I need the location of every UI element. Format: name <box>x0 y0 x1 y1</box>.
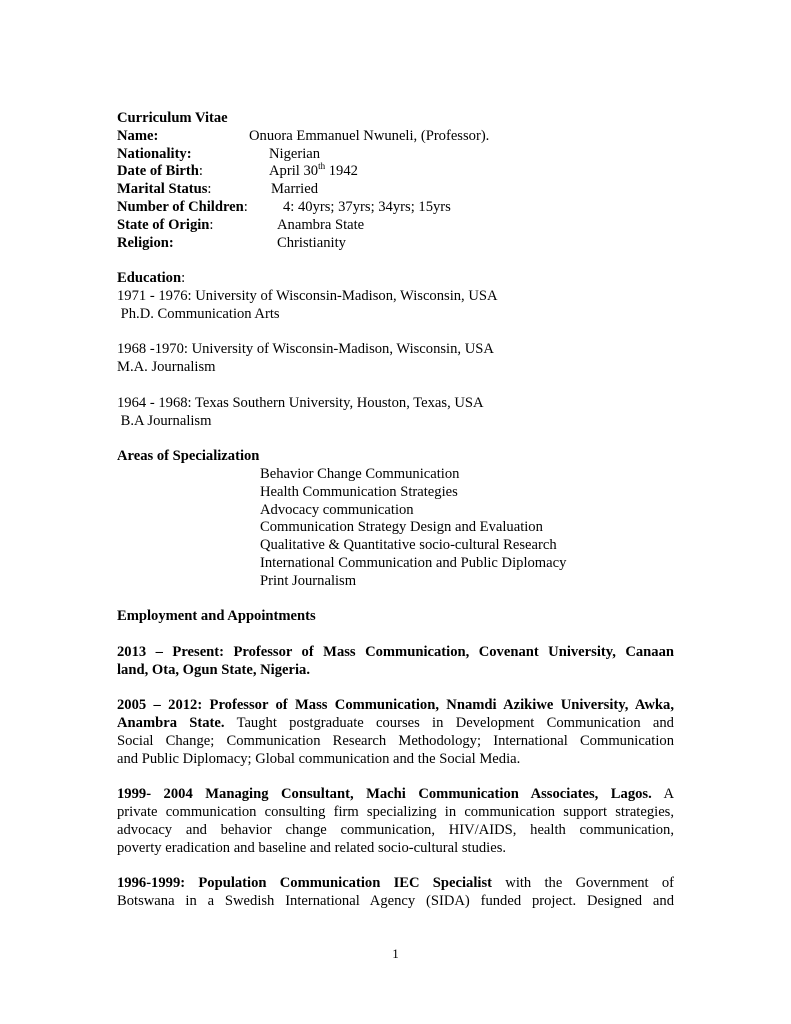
marital-row <box>117 181 674 199</box>
employment-entry-botswana <box>117 875 674 911</box>
education-entry-3-line1: 1964 - 1968: Texas Southern University, Houston, Texas, USA <box>117 394 484 411</box>
religion-label: Religion: <box>117 234 174 251</box>
children-label: Number of Children <box>117 198 244 215</box>
specialization-item: Print Journalism <box>260 572 357 589</box>
paragraph-line: 2013 – Present: Professor of Mass Communication, Covenant University, Canaan <box>117 643 674 660</box>
marital-label: Marital Status <box>117 181 208 198</box>
nationality-row <box>117 146 674 164</box>
paragraph-line: and Public Diplomacy; Global communication and the Social Media. <box>117 750 521 767</box>
specialization-item: Health Communication Strategies <box>260 483 458 500</box>
education-heading-text: Education <box>117 270 182 287</box>
paragraph-line <box>117 875 674 893</box>
nationality-label: Nationality: <box>117 145 192 162</box>
name-value: Onuora Emmanuel Nwuneli, (Professor). <box>249 127 490 144</box>
paragraph-segment: A <box>651 786 674 803</box>
document-title: Curriculum Vitae <box>117 110 228 126</box>
paragraph-bold-segment: 1996-1999: Population Communication IEC Specialist <box>117 875 492 892</box>
religion-value: Christianity <box>277 234 346 251</box>
dob-row <box>117 160 674 181</box>
specialization-item: Qualitative & Quantitative socio-cultural Research <box>260 537 557 554</box>
dob-label-wrap <box>117 163 203 180</box>
dob-value-pre: April 30 <box>269 163 319 180</box>
education-entry-2-line2: M.A. Journalism <box>117 359 216 376</box>
spacer <box>117 324 674 342</box>
employment-entry-nnamdi-azikiwe <box>117 697 674 768</box>
employment-entry-covenant <box>117 644 674 680</box>
specialization-item: Behavior Change Communication <box>260 465 460 482</box>
specialization-item: International Communication and Public Diplomacy <box>260 554 567 571</box>
education-heading-suffix: : <box>181 270 186 287</box>
paragraph-bold-segment: Anambra State. <box>117 715 225 732</box>
children-value: 4: 40yrs; 37yrs; 34yrs; 15yrs <box>283 198 451 215</box>
paragraph-line: advocacy and behavior change communication, HIV/AIDS, health communication, <box>117 821 674 838</box>
spacer <box>117 252 674 270</box>
education-entry-1-line1: 1971 - 1976: University of Wisconsin-Madison, Wisconsin, USA <box>117 287 498 304</box>
origin-row <box>117 217 674 235</box>
education-entry-2-line1: 1968 -1970: University of Wisconsin-Madison, Wisconsin, USA <box>117 341 494 358</box>
page-number: 1 <box>392 946 399 961</box>
name-label: Name: <box>117 127 159 144</box>
employment-heading: Employment and Appointments <box>117 608 316 625</box>
marital-label-wrap <box>117 181 211 198</box>
paragraph-line <box>117 715 674 733</box>
dob-label-suffix: : <box>198 163 203 180</box>
name-row <box>117 128 674 146</box>
paragraph-line <box>117 786 674 804</box>
spacer <box>117 591 674 609</box>
specialization-heading: Areas of Specialization <box>117 448 260 465</box>
paragraph-line: Social Change; Communication Research Methodology; International Communication <box>117 732 674 749</box>
origin-label-wrap <box>117 217 213 234</box>
spacer <box>117 857 674 875</box>
specialization-item: Advocacy communication <box>260 501 414 518</box>
education-entry-3-line2: B.A Journalism <box>117 412 212 429</box>
education-heading <box>117 270 674 288</box>
children-label-suffix: : <box>243 198 248 215</box>
origin-value: Anambra State <box>277 216 365 233</box>
paragraph-line: private communication consulting firm specializing in communication support strategies, <box>117 804 674 821</box>
spacer <box>117 377 674 395</box>
origin-label-suffix: : <box>209 216 214 233</box>
marital-label-suffix: : <box>207 181 212 198</box>
dob-label: Date of Birth <box>117 163 199 180</box>
dob-value-sup: th <box>318 160 326 171</box>
paragraph-line: land, Ota, Ogun State, Nigeria. <box>117 661 310 678</box>
employment-entry-machi <box>117 786 674 857</box>
dob-value-post: 1942 <box>325 163 358 180</box>
paragraph-line: Botswana in a Swedish International Agency (SIDA) funded project. Designed and <box>117 893 674 910</box>
spacer <box>117 768 674 786</box>
children-row <box>117 199 674 217</box>
paragraph-bold-segment: 1999- 2004 Managing Consultant, Machi Communication Associates, Lagos. <box>117 786 652 803</box>
children-label-wrap <box>117 199 248 216</box>
spacer <box>117 626 674 644</box>
spacer <box>117 430 674 448</box>
specialization-item: Communication Strategy Design and Evaluation <box>260 519 543 536</box>
paragraph-line: poverty eradication and baseline and related socio-cultural studies. <box>117 839 507 856</box>
cv-page <box>117 110 674 911</box>
nationality-value: Nigerian <box>269 145 321 162</box>
spacer <box>117 680 674 698</box>
paragraph-segment: with the Government of <box>492 875 674 892</box>
marital-value: Married <box>271 181 319 198</box>
religion-row <box>117 235 674 253</box>
paragraph-line: 2005 – 2012: Professor of Mass Communication, Nnamdi Azikiwe University, Awka, <box>117 697 674 714</box>
education-entry-1-line2: Ph.D. Communication Arts <box>117 305 280 322</box>
dob-value <box>269 160 358 180</box>
paragraph-segment: Taught postgraduate courses in Development Communication and <box>224 715 674 732</box>
origin-label: State of Origin <box>117 216 210 233</box>
